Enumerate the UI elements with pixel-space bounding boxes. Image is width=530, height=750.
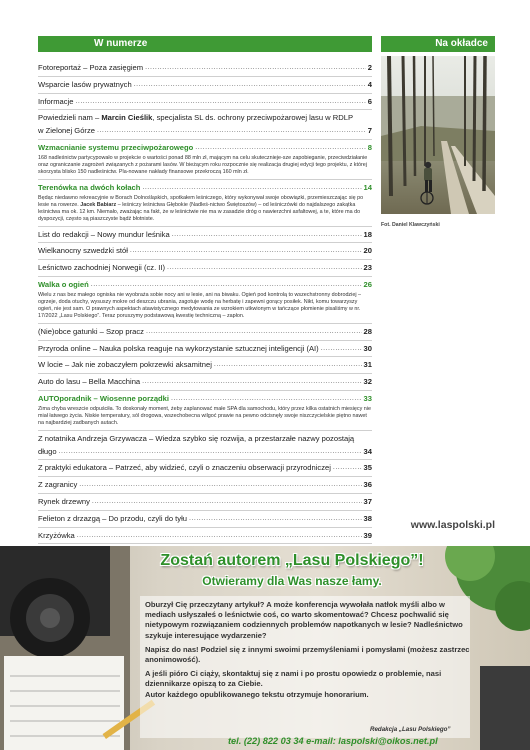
table-of-contents	[38, 60, 372, 544]
photo-caption: Fot. Daniel Klawczyński	[381, 222, 440, 228]
toc-entry[interactable]: Z praktyki edukatora – Patrzeć, aby widzieć, czyli o znaczeniu obserwacji przyrodniczej ..... 35	[38, 460, 372, 477]
author-call-banner	[0, 546, 530, 750]
toc-entry-description: Będąc niedawno rekreacyjnie w Borach Dolnośląskich, spotkałem leśniczego, który wykonywał swoje obowiązki, przemieszczając się po lesie na rowerze. Jacek Babiarz – leśniczy leśnictwa Głębokie (Nadleś-nictwo Świętoszów) – od leśniczówki do najdalszego zakątka leśnictwa ma ok. 12 km. Niemało, zważając na fakt, że w leśnictwie nie ma w zasadzie dróg o nawierzchni asfaltowej, a te, które ma do dyspozycji, często są piaszczyste bądź błotniste.	[38, 194, 372, 227]
toc-entry[interactable]: Felieton z drzazgą – Do przodu, czyli do tyłu ..... 38	[38, 511, 372, 528]
toc-entry-featured[interactable]: Terenówka na dwóch kołach ..... 14 Będąc niedawno rekreacyjnie w Borach Dolnośląskich, spotkałem leśniczego, który wykonywał swoje obowiązki, przemieszczając się po lesie na rowerze. Jacek Babiarz – leśniczy leśnictwa Głębokie (Nadleś-nictwo Świętoszów) – od leśniczówki do najdalszego zakątka leśnictwa ma ok. 12 km. Niemało, zważając na fakt, że w leśnictwie nie ma w zasadzie dróg o nawierzchni asfaltowej, a te, które ma do dyspozycji, często są piaszczyste bądź błotniste.	[38, 180, 372, 227]
toc-entry[interactable]: Powiedzieli nam – Marcin Cieślik, specjalista SL ds. ochrony przeciwpożarowej lasu w RDLP w Zielonej Górze ..... 7	[38, 110, 372, 140]
toc-entry-featured[interactable]: Wzmacnianie systemu przeciwpożarowego ..... 8 168 nadleśnictw partycypowało w projekcie o wartości ponad 88 mln zł, mającym na celu skutecznieje-sze zapobieganie, przeciwdziałanie oraz ograniczanie zagrożeń związanych z pożarami lasów. W bieżącym roku rozpocznie się realizacja drugiej edycji tego projektu, z której skorzysta blisko 150 nadleśnictw. Pla-nowane nakłady finansowe przekroczą 160 mln zł.	[38, 140, 372, 180]
toc-entry-featured[interactable]: Walka o ogień ..... 26 Wielu z nas bez małego ogniska nie wyobraża sobie nocy ani w lesie, ani na biwaku. Ogień pod kontrolą to wszechstronny dobrodziej – ogrzeje, doda otuchy, wysuszy mokre od deszczu ubrania, zagotuje wodę na herbatę i zapewni gorący posiłek. Nikt, komu towarzyszy ogień, nie jest sam. O prawnych aspektach atawistycznego medytowania ze wzrokiem utkwionym w tańczące płomienie pisaliśmy w nr. 17/2022 „Lasu Polskiego”. Teraz poruszymy podstawową kwestię techniczną – zapłon.	[38, 277, 372, 324]
toc-entry[interactable]: Rynek drzewny ..... 37	[38, 494, 372, 511]
toc-entry-description: Zima chyba wreszcie odpuściła. To doskonały moment, żeby zaplanować małe SPA dla samochodu, który przez kilka ostatnich miesięcy nie miał łatwego życia. Niskie temperatury, sól drogowa, wszechobecna wilgoć prawie na pewno odcisnęły swoje niszczycielskie piętno nawet na najbardziej zadbanych autach.	[38, 405, 372, 431]
toc-entry[interactable]: Z notatnika Andrzeja Grzywacza – Wiedza szybko się rozwija, a przestarzałe nazwy pozostają długo ..... 34	[38, 431, 372, 461]
toc-entry[interactable]: List do redakcji – Nowy mundur leśnika ..... 18	[38, 227, 372, 244]
cover-header	[381, 36, 495, 52]
toc-entry[interactable]: Krzyżówka ..... 39	[38, 528, 372, 545]
toc-entry-description: 168 nadleśnictw partycypowało w projekcie o wartości ponad 88 mln zł, mającym na celu skutecznieje-sze zapobieganie, przeciwdziałanie oraz ograniczanie zagrożeń związanych z pożarami lasów. W bieżącym roku rozpocznie się realizacja drugiej edycji tego projektu, z której skorzysta blisko 150 nadleśnictw. Pla-nowane nakłady finansowe przekroczą 160 mln zł.	[38, 154, 372, 180]
toc-entry[interactable]: W locie – Jak nie zobaczyłem pokrzewki aksamitnej ..... 31	[38, 357, 372, 374]
contact-info[interactable]: tel. (22) 822 03 34 e-mail: laspolski@oikos.net.pl	[228, 736, 438, 746]
website-link[interactable]: www.laspolski.pl	[410, 519, 495, 531]
toc-entry[interactable]: Przyroda online – Nauka polska reaguje na wykorzystanie sztucznej inteligencji (AI) ..... 30	[38, 341, 372, 358]
toc-entry[interactable]: Informacje ..... 6	[38, 94, 372, 111]
toc-entry[interactable]: Auto do lasu – Bella Macchina ..... 32	[38, 374, 372, 391]
contents-header	[38, 36, 372, 52]
contents-header-title: W numerze	[94, 38, 148, 49]
toc-entry-featured[interactable]: AUTOporadnik – Wiosenne porządki ..... 33 Zima chyba wreszcie odpuściła. To doskonały moment, żeby zaplanować małe SPA dla samochodu, który przez kilka ostatnich miesięcy nie miał łatwego życia. Niskie temperatury, sól drogowa, wszechobecna wilgoć prawie na pewno odcisnęły swoje niszczycielskie piętno nawet na najbardziej zadbanych autach.	[38, 391, 372, 431]
cover-photo	[381, 56, 495, 214]
toc-entry[interactable]: Z zagranicy ..... 36	[38, 477, 372, 494]
banner-text: Oburzył Cię przeczytany artykuł? A może konferencja wywołała natłok myśli albo w mediach usłyszałeś o leśnictwie coś, co warto skomentować? Chcesz pochwalić się nietypowym rozwiązaniem codziennych problemów napotkanych w lesie? Nadleśnictwo szykuje interesujące wydarzenie? Napisz do nas! Podziel się z innymi swoimi przemyśleniami i pomysłami (możesz zastrzec anonimowość). A jeśli pióro Ci ciąży, skontaktuj się z nami i po prostu opowiedz o problemie, nasi dziennikarze opiszą to za Ciebie. Autor każdego opublikowanego tekstu otrzymuje honorarium.	[145, 600, 470, 699]
toc-entry[interactable]: Fotoreportaż – Poza zasięgiem ..... 2	[38, 60, 372, 77]
toc-entry[interactable]: Wielkanocny szwedzki stół ..... 20	[38, 243, 372, 260]
toc-entry[interactable]: Wsparcie lasów prywatnych ..... 4	[38, 77, 372, 94]
editorial-signature: Redakcja „Lasu Polskiego”	[370, 726, 451, 733]
toc-entry[interactable]: (Nie)obce gatunki – Szop pracz ..... 28	[38, 324, 372, 341]
banner-title: Zostań autorem „Lasu Polskiego”!	[160, 552, 424, 569]
banner-subtitle: Otwieramy dla Was nasze łamy.	[202, 574, 382, 588]
cover-header-title: Na okładce	[435, 38, 488, 49]
forest-road-image	[381, 56, 495, 214]
toc-entry[interactable]: Leśnictwo zachodniej Norwegii (cz. II) ..... 23	[38, 260, 372, 277]
smartphone-icon	[480, 666, 530, 750]
toc-entry-description: Wielu z nas bez małego ogniska nie wyobraża sobie nocy ani w lesie, ani na biwaku. Ogień pod kontrolą to wszechstronny dobrodziej – ogrzeje, doda otuchy, wysuszy mokre od deszczu ubrania, zagotuje wodę na herbatę i zapewni gorący posiłek. Nikt, komu towarzyszy ogień, nie jest sam. O prawnych aspektach atawistycznego medytowania ze wzrokiem utkwionym w tańczące płomienie pisaliśmy w nr. 17/2022 „Lasu Polskiego”. Teraz poruszymy podstawową kwestię techniczną – zapłon.	[38, 291, 372, 324]
